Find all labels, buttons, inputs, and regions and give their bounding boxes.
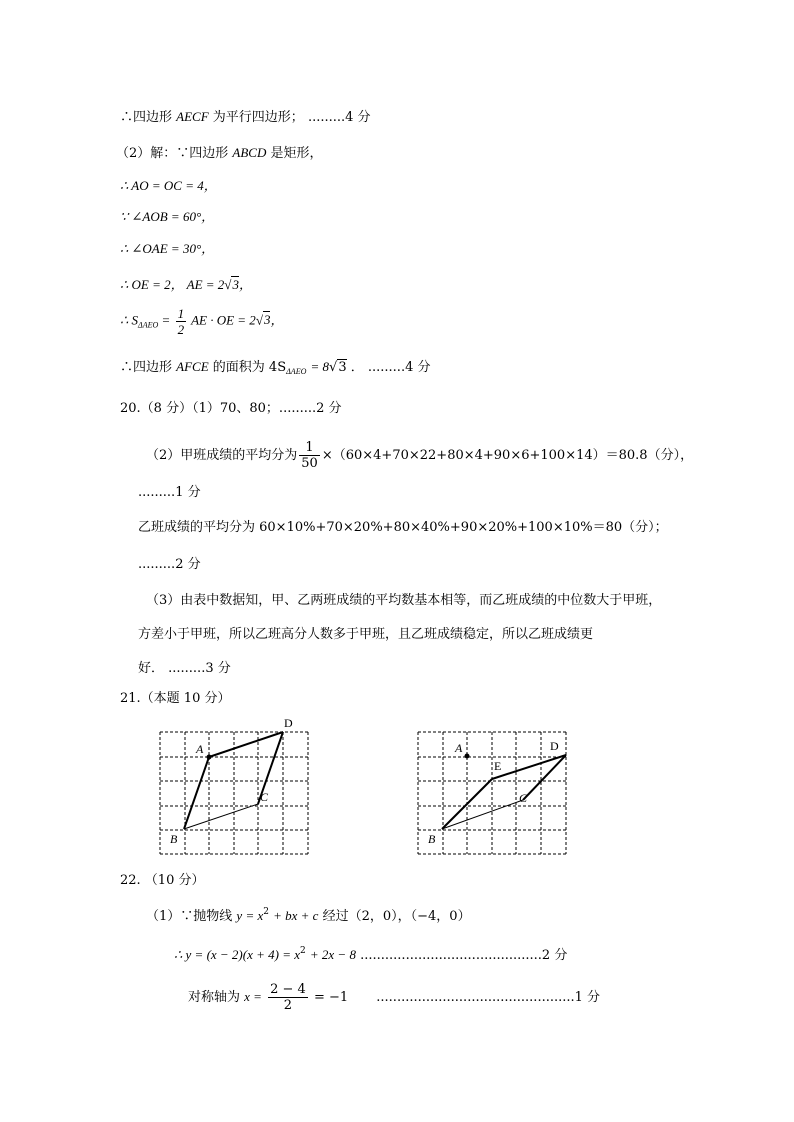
line-part2-head xyxy=(116,144,323,163)
segment-ba xyxy=(184,757,209,829)
q20-part2-jia xyxy=(146,440,693,471)
score-mark: ............................................2 分 xyxy=(360,948,568,963)
text: （1）∵抛物线 xyxy=(146,909,233,924)
text: x = xyxy=(244,989,262,1004)
label-c: C xyxy=(519,791,528,805)
superscript: 2 xyxy=(263,907,269,917)
segment-ad xyxy=(209,732,283,757)
numerator: 1 xyxy=(299,440,320,456)
radicand: 3 xyxy=(263,312,271,328)
q22-expansion xyxy=(174,942,567,965)
text: 经过（2，0），（−4，0） xyxy=(322,909,471,924)
text: 是矩形， xyxy=(270,146,323,161)
q20-head: 20.（8 分）（1）70、80；.........2 分 xyxy=(120,401,342,416)
text: 为平行四边形； xyxy=(212,110,304,125)
figure-1-grid xyxy=(150,716,320,862)
line-oe-ae: ∴ OE = 2， AE = 2√3， xyxy=(120,277,252,292)
denominator: 2 xyxy=(177,322,185,337)
text: ×（60×4+70×22+80×4+90×6+100×14）＝80.8（分）， xyxy=(321,448,694,463)
q20-part3-b: 方差小于甲班，所以乙班高分人数多于甲班，且乙班成绩稳定，所以乙班成绩更 xyxy=(138,627,594,642)
segment-bc xyxy=(184,804,258,829)
q22-part1 xyxy=(146,903,471,926)
text: + 2x − 8 xyxy=(309,947,356,962)
q20-part3-a: （3）由表中数据知，甲、乙两班成绩的平均数基本相等，而乙班成绩的中位数大于甲班， xyxy=(146,593,662,608)
label-a: A xyxy=(455,741,463,755)
label-c: C xyxy=(260,790,269,804)
radicand: 3 xyxy=(232,277,239,292)
numerator: 2 − 4 xyxy=(270,982,306,997)
text: （2）甲班成绩的平均分为 xyxy=(146,448,298,463)
q20-part3-c: 好． .........3 分 xyxy=(138,661,231,676)
fraction-half xyxy=(176,306,187,337)
grid-lines xyxy=(418,732,566,854)
line-angle-aob: ∵ ∠AOB = 60°， xyxy=(120,209,215,224)
text: AE · OE = 2 xyxy=(191,312,256,328)
line-area-aeo: ∴ $S_{\Delta AEO}$ = $\frac{1}{2}$ AE · OE = 2√3， xyxy=(120,306,284,337)
quad-name: ABCD xyxy=(232,145,267,160)
label-d: D xyxy=(550,739,559,753)
label-a: A xyxy=(196,742,204,756)
subscript: ΔAEO xyxy=(286,367,307,376)
grid-lines xyxy=(160,732,308,854)
line-ao-oc: ∴ AO = OC = 4， xyxy=(120,178,217,193)
line-afce-area: ∴四边形 AFCE 的面积为 $4S_{\Delta AEO} = 8√3$ ． .........4 分 xyxy=(120,359,431,376)
label-d: D xyxy=(284,716,293,730)
label-b: B xyxy=(170,832,178,846)
point-a xyxy=(207,755,212,760)
subscript: ΔAEO xyxy=(138,320,159,330)
q20-score1: .........1 分 xyxy=(138,485,201,500)
q22-axis xyxy=(188,982,600,1013)
point-a xyxy=(465,754,470,759)
fraction-axis xyxy=(268,982,308,1013)
score-mark: ................................................1 分 xyxy=(376,990,601,1005)
text: ∴ S xyxy=(120,312,139,328)
label-b: B xyxy=(428,832,436,846)
text: = xyxy=(161,312,171,328)
quad-name: AECF xyxy=(176,109,209,124)
text: ∴ y = (x − 2)(x + 4) = x xyxy=(174,947,301,962)
text: y = x xyxy=(236,908,264,923)
denominator: 2 xyxy=(283,998,293,1013)
text: = 8 xyxy=(310,359,330,374)
figure-2-grid xyxy=(408,716,578,862)
segment-be xyxy=(442,779,492,829)
superscript: 2 xyxy=(300,946,306,956)
score-mark: ． .........4 分 xyxy=(350,360,431,375)
numerator: 1 xyxy=(177,306,185,321)
text: （2）解：∵四边形 xyxy=(116,146,229,161)
text: ∴四边形 xyxy=(120,110,173,125)
line-angle-oae: ∴ ∠OAE = 30°， xyxy=(120,241,215,256)
fraction-1-50 xyxy=(299,440,320,471)
text: + bx + c xyxy=(273,908,319,923)
parallelogram-ebcd xyxy=(442,755,566,829)
denominator: 50 xyxy=(301,456,318,471)
text: ， xyxy=(238,277,252,292)
score-mark: .........4 分 xyxy=(307,110,371,125)
text: ， xyxy=(270,312,284,328)
q21-head: 21.（本题 10 分） xyxy=(120,691,231,706)
text: 对称轴为 xyxy=(188,990,241,1005)
text: = −1 xyxy=(313,990,349,1005)
line-aecf-parallelogram xyxy=(120,108,371,127)
q22-head: 22. （10 分） xyxy=(120,873,205,888)
text: ∴ OE = 2， AE = 2 xyxy=(120,277,225,292)
segment-bc xyxy=(442,800,523,829)
text: 的面积为 4S xyxy=(212,360,287,375)
text: ∴四边形 xyxy=(120,360,173,375)
quad-name: AFCE xyxy=(176,359,209,374)
q20-yi: 乙班成绩的平均分为 60×10%+70×20%+80×40%+90×20%+100×10%＝80（分）； xyxy=(138,520,668,535)
q20-score2: .........2 分 xyxy=(138,557,201,572)
radicand: 3 xyxy=(338,360,347,375)
label-e: E xyxy=(494,759,502,773)
